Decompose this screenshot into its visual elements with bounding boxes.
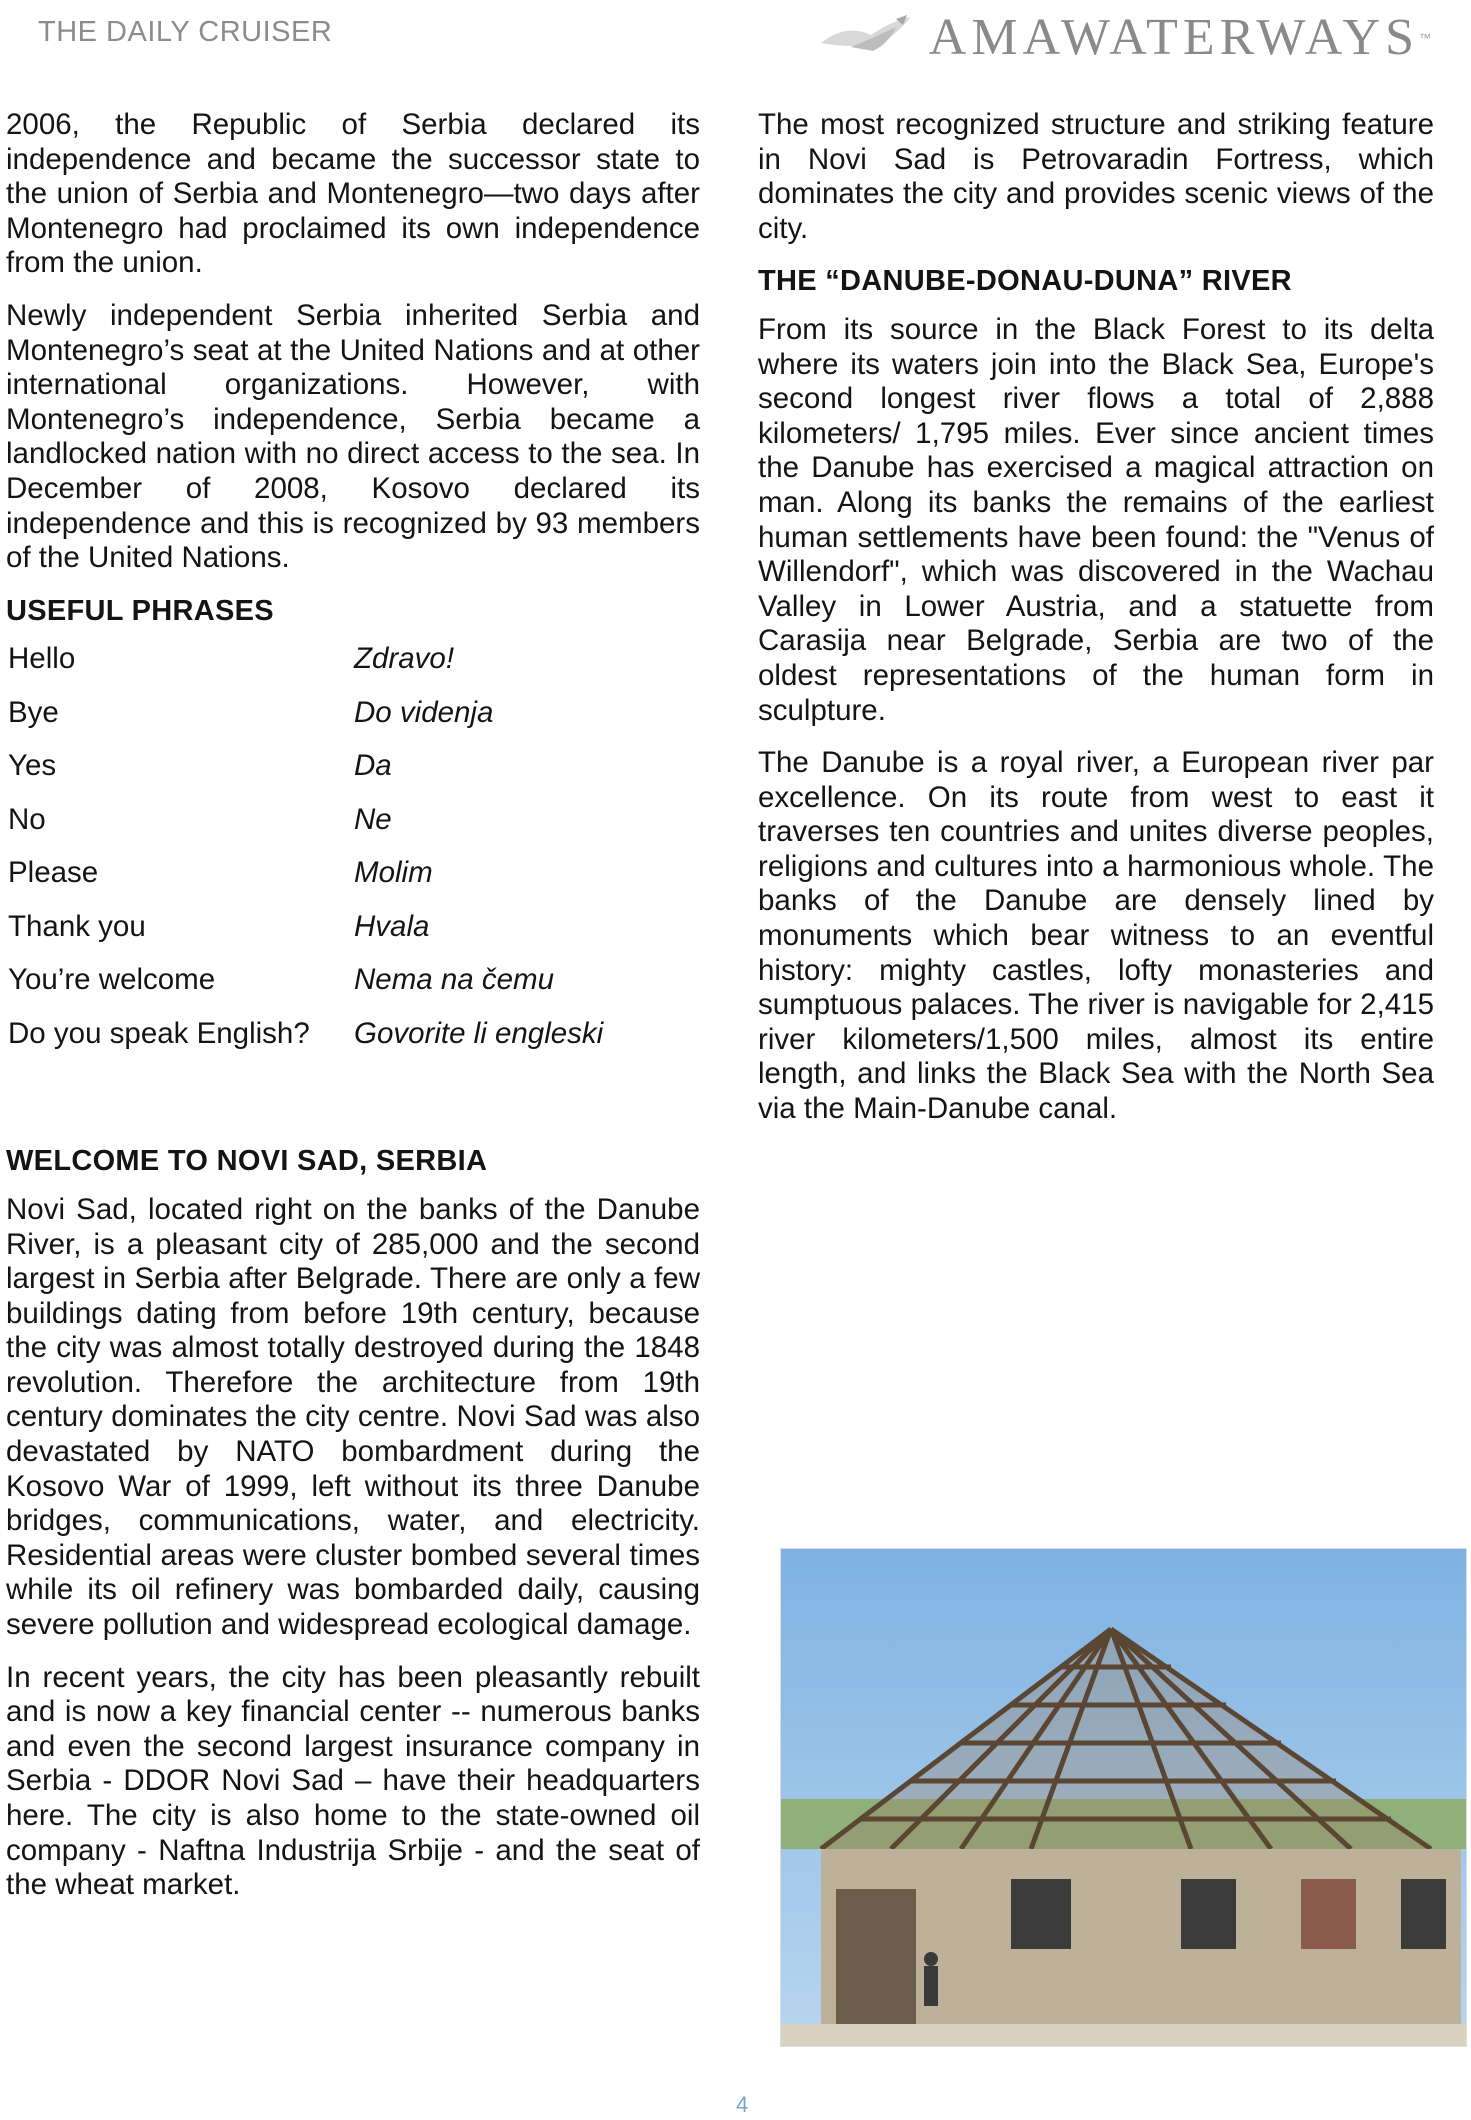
- page-number: 4: [736, 2092, 749, 2117]
- petrovaradin-fortress-paragraph: The most recognized structure and striking feature in Novi Sad is Petrovaradin Fortress, which dominates the city and provides scenic views of the city.: [758, 108, 1434, 245]
- phrase-english: Yes: [8, 749, 57, 783]
- ruined-building-illustration: [781, 1549, 1466, 2046]
- phrase-row: [6, 642, 700, 696]
- phrase-row: [6, 856, 700, 910]
- brand-name: AMAWATERWAYS: [928, 9, 1419, 66]
- phrase-serbian: Da: [354, 749, 392, 783]
- phrase-serbian: Molim: [354, 856, 433, 890]
- phrase-serbian: Nema na čemu: [354, 963, 555, 997]
- danube-source-paragraph: From its source in the Black Forest to its delta where its waters join into the Black Sea, Europe's second longest river flows a total of 2,888 kilometers/ 1,795 miles. Ever since ancient times the Danube has exercised a magical attraction on man. Along its banks the remains of the earliest human settlements have been found: the "Venus of Willendorf", which was discovered in the Wachau Valley in Lower Austria, and a statuette from Carasija near Belgrade, Serbia are two of the oldest representations of the human form in sculpture.: [758, 312, 1434, 727]
- serbia-un-paragraph: Newly independent Serbia inherited Serbia and Montenegro’s seat at the United Nations and at other international organizations. However, with Montenegro’s independence, Serbia became a landlocked nation with no direct access to the sea. In December of 2008, Kosovo declared its independence and this is recognized by 93 members of the United Nations.: [6, 298, 700, 575]
- novi-sad-history-paragraph: Novi Sad, located right on the banks of the Danube River, is a pleasant city of 285,000 and the second largest in Serbia after Belgrade. There are only a few buildings dating from before 19th century, because the city was almost totally destroyed during the 1848 revolution. Therefore the architecture from 19th century dominates the city centre. Novi Sad was also devastated by NATO bombardment during the Kosovo War of 1999, left without its three Danube bridges, communications, water, and electricity. Residential areas were cluster bombed several times while its oil refinery was bombarded daily, causing severe pollution and widespread ecological damage.: [6, 1192, 700, 1642]
- phrase-english: Bye: [8, 695, 59, 729]
- trademark-symbol: ™: [1419, 30, 1431, 45]
- phrase-english: No: [8, 802, 46, 836]
- phrase-serbian: Zdravo!: [354, 642, 455, 676]
- danube-river-heading: THE “DANUBE-DONAU-DUNA” RIVER: [758, 265, 1292, 298]
- novi-sad-heading: WELCOME TO NOVI SAD, SERBIA: [6, 1145, 488, 1178]
- ruined-building-photo: [780, 1548, 1467, 2047]
- publication-title: THE DAILY CRUISER: [38, 16, 333, 48]
- phrase-english: Hello: [8, 642, 76, 676]
- phrase-serbian: Do videnja: [354, 695, 494, 729]
- phrase-row: [6, 749, 700, 803]
- phrase-row: [6, 1017, 700, 1071]
- phrase-english: Please: [8, 856, 99, 890]
- danube-royal-river-paragraph: The Danube is a royal river, a European river par excellence. On its route from west to east it traverses ten countries and unites diverse peoples, religions and cultures into a harmonious whole. The banks of the Danube are densely lined by monuments which bear witness to an eventful history: mighty castles, lofty monasteries and sumptuous palaces. The river is navigable for 2,415 river kilometers/1,500 miles, almost its entire length, and links the Black Sea with the North Sea via the Main-Danube canal.: [758, 746, 1434, 1126]
- phrase-english: You’re welcome: [8, 963, 216, 997]
- logo-wing-icon: [811, 13, 921, 63]
- useful-phrases-heading: USEFUL PHRASES: [6, 594, 274, 627]
- phrase-row: [6, 910, 700, 964]
- phrase-english: Do you speak English?: [8, 1016, 310, 1050]
- phrase-english: Thank you: [8, 909, 146, 943]
- amawaterways-logo: [811, 8, 1431, 67]
- right-column: [758, 108, 1434, 1145]
- left-column: [6, 108, 700, 1921]
- phrase-row: [6, 803, 700, 857]
- serbia-independence-paragraph: 2006, the Republic of Serbia declared its independence and became the successor state to the union of Serbia and Montenegro—two days after Montenegro had proclaimed its own independence from the union.: [6, 108, 700, 280]
- phrase-row: [6, 963, 700, 1017]
- useful-phrases-table: [6, 642, 700, 1070]
- phrase-serbian: Ne: [354, 802, 392, 836]
- phrase-serbian: Govorite li engleski: [354, 1016, 604, 1050]
- phrase-serbian: Hvala: [354, 909, 430, 943]
- novi-sad-recent-paragraph: In recent years, the city has been pleasantly rebuilt and is now a key financial center -- numerous banks and even the second largest insurance company in Serbia - DDOR Novi Sad – have their headquarters here. The city is also home to the state-owned oil company - Naftna Industrija Srbije - and the seat of the wheat market.: [6, 1660, 700, 1902]
- phrase-row: [6, 696, 700, 750]
